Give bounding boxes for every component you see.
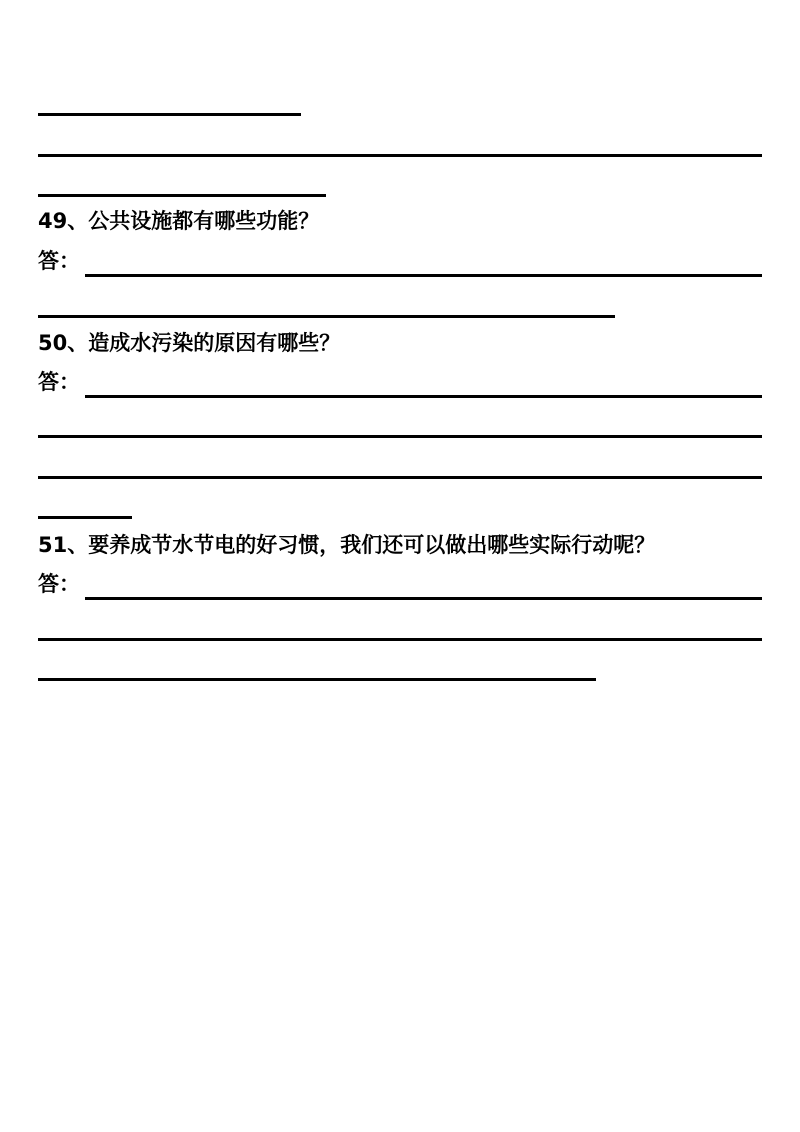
question-51: 51、要养成节水节电的好习惯，我们还可以做出哪些实际行动呢？: [38, 533, 656, 557]
answer-line[interactable]: [38, 315, 615, 318]
answer-line[interactable]: [38, 476, 762, 479]
answer-line[interactable]: [85, 395, 762, 398]
answer-line[interactable]: [38, 638, 762, 641]
answer-line[interactable]: [38, 516, 132, 519]
answer-label: 答：: [38, 249, 80, 273]
answer-line[interactable]: [38, 678, 596, 681]
answer-line: [38, 154, 762, 157]
answer-line[interactable]: [38, 435, 762, 438]
answer-line[interactable]: [85, 597, 762, 600]
answer-line: [38, 113, 301, 116]
answer-line[interactable]: [85, 274, 762, 277]
answer-label: 答：: [38, 572, 80, 596]
answer-line: [38, 194, 326, 197]
answer-label: 答：: [38, 370, 80, 394]
question-49: 49、公共设施都有哪些功能？: [38, 209, 320, 233]
question-50: 50、造成水污染的原因有哪些？: [38, 331, 341, 355]
